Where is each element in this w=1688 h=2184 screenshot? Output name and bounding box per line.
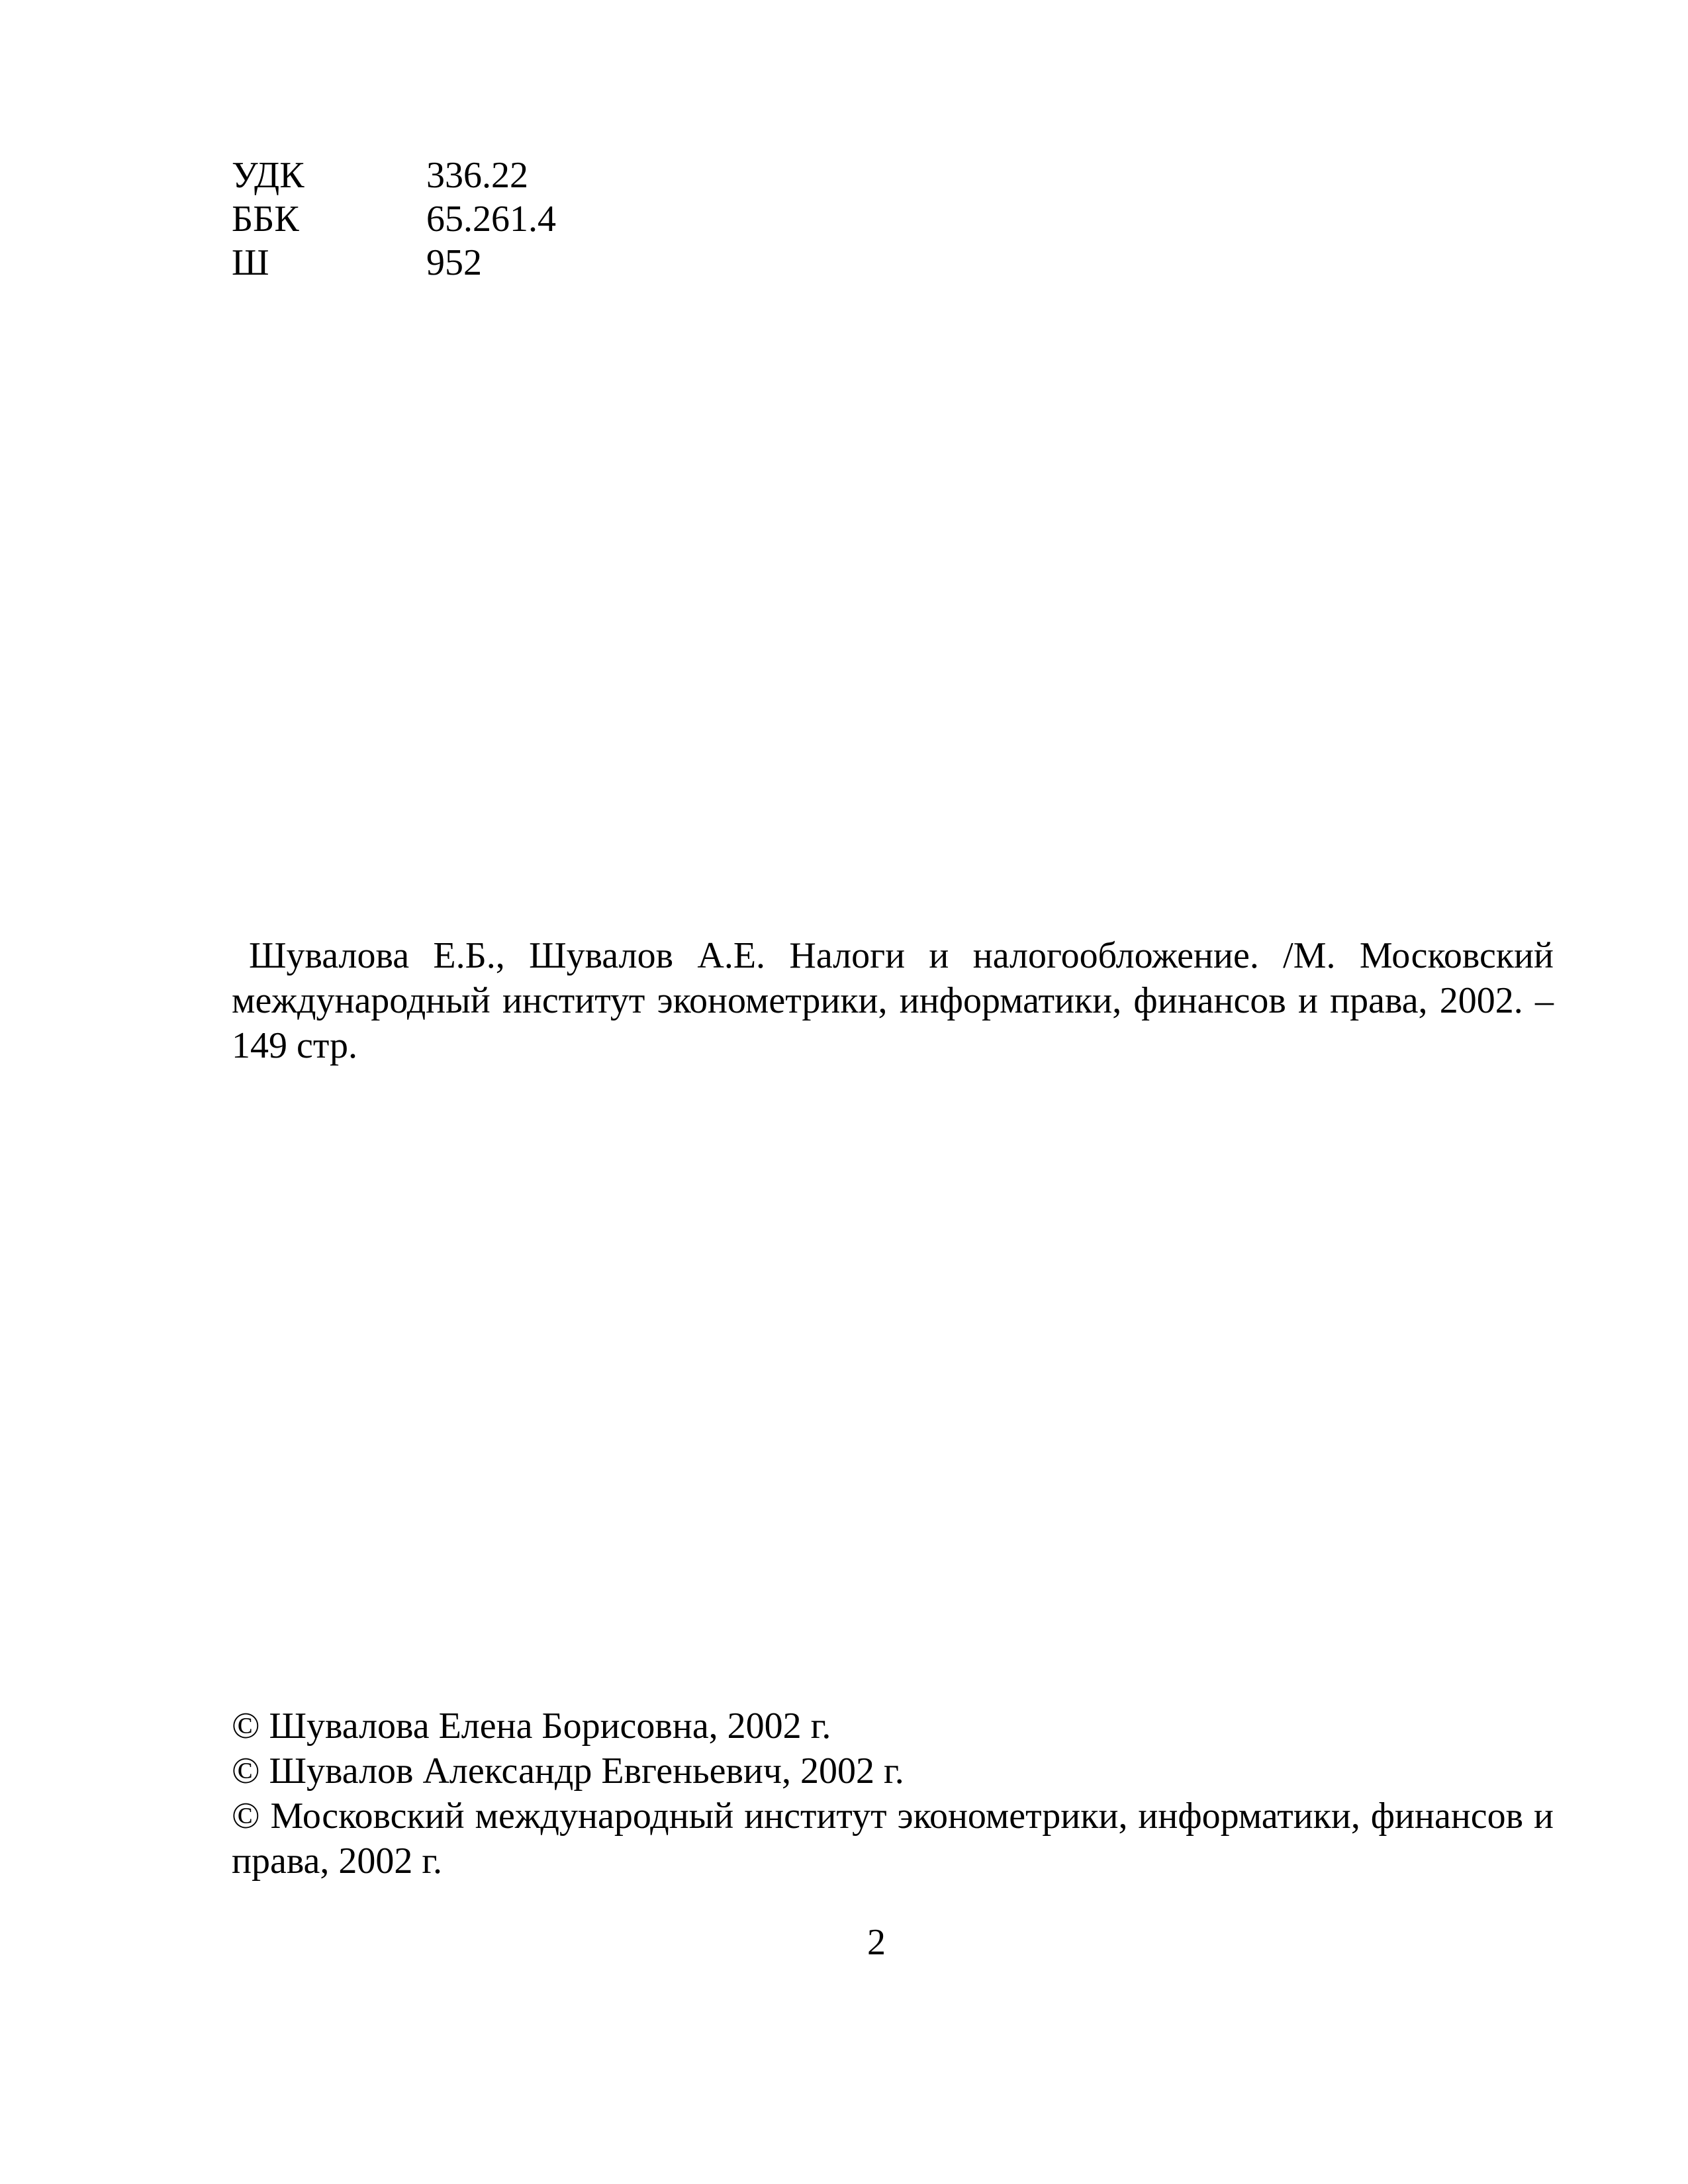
page-number: 2	[867, 1922, 886, 1963]
copyright-block	[232, 1704, 1554, 1884]
classification-row-udk	[232, 154, 556, 197]
classification-row-bbk	[232, 197, 556, 241]
bibliographic-description: Шувалова Е.Б., Шувалов А.Е. Налоги и налогообложение. /М. Московский международный институт эконометрики, информатики, финансов и права, 2002. – 149 стр.	[232, 935, 1554, 1066]
classification-label: ББК	[232, 199, 299, 240]
copyright-line: © Шувалова Елена Борисовна, 2002 г.	[232, 1706, 831, 1747]
classification-value: 952	[426, 242, 482, 283]
classification-block	[232, 154, 556, 285]
classification-label: УДК	[232, 155, 305, 196]
classification-label: Ш	[232, 242, 269, 283]
classification-value: 65.261.4	[426, 199, 556, 240]
classification-value: 336.22	[426, 155, 528, 196]
copyright-line-institute: © Московский международный институт эконометрики, информатики, финансов и права, 2002 г.	[232, 1796, 1554, 1882]
copyright-line: © Шувалов Александр Евгеньевич, 2002 г.	[232, 1751, 904, 1792]
classification-row-author-mark	[232, 241, 556, 285]
